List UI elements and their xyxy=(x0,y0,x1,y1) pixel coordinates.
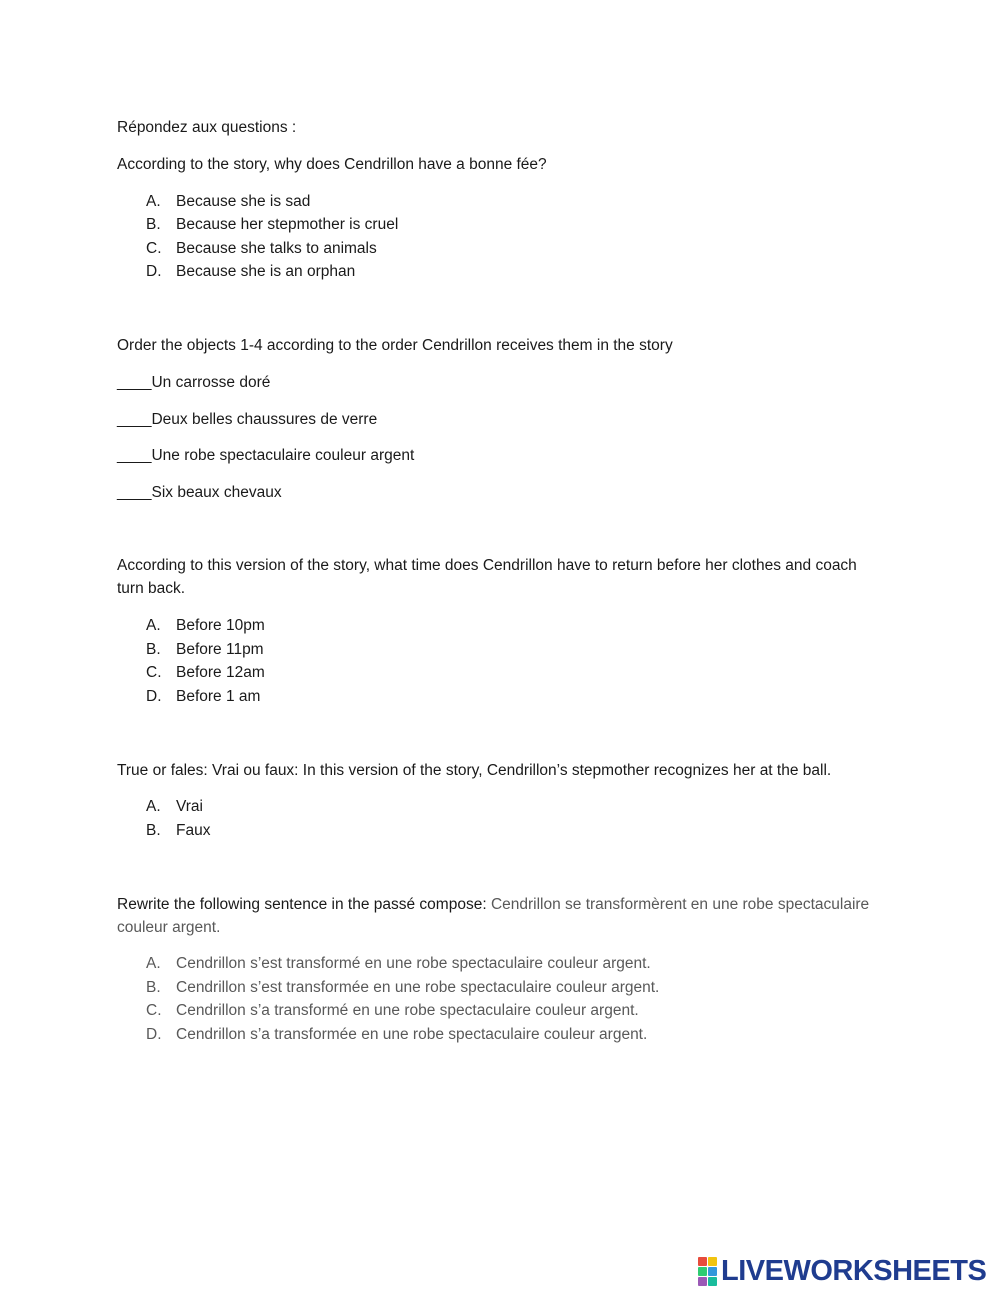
q2-item-4[interactable]: ____Six beaux chevaux xyxy=(117,484,282,501)
q5-option-b[interactable] xyxy=(146,978,659,998)
q5-option-d[interactable] xyxy=(146,1025,647,1045)
q3-option-c[interactable] xyxy=(146,663,265,683)
option-letter: C. xyxy=(146,240,162,257)
logo-block xyxy=(708,1257,717,1266)
option-letter: A. xyxy=(146,955,161,972)
option-letter: A. xyxy=(146,617,161,634)
instructions-heading: Répondez aux questions : xyxy=(117,119,297,136)
option-letter: D. xyxy=(146,688,162,705)
q1-option-c[interactable] xyxy=(146,239,377,259)
option-text: Cendrillon s’est transformée en une robe spectaculaire couleur argent. xyxy=(176,979,660,996)
q2-item-1[interactable]: ____Un carrosse doré xyxy=(117,374,271,391)
option-text: Before 1 am xyxy=(176,688,261,705)
q1-option-b[interactable] xyxy=(146,215,398,235)
question-5-sentence: Cendrillon se transformèrent en une robe spectaculaire couleur argent. xyxy=(117,896,870,936)
option-letter: D. xyxy=(146,263,162,280)
option-text: Because her stepmother is cruel xyxy=(176,216,399,233)
logo-mark-icon xyxy=(698,1257,717,1286)
option-text: Before 11pm xyxy=(176,641,264,658)
logo-block xyxy=(698,1267,707,1276)
q1-option-d[interactable] xyxy=(146,262,355,282)
option-letter: A. xyxy=(146,798,161,815)
option-text: Faux xyxy=(176,822,211,839)
option-letter: A. xyxy=(146,193,161,210)
option-text: Because she is an orphan xyxy=(176,263,356,280)
q3-option-a[interactable] xyxy=(146,616,265,636)
option-letter: D. xyxy=(146,1026,162,1043)
logo-block xyxy=(708,1267,717,1276)
option-text: Before 10pm xyxy=(176,617,265,634)
option-text: Because she is sad xyxy=(176,193,311,210)
option-letter: B. xyxy=(146,979,161,996)
q3-option-d[interactable] xyxy=(146,687,260,707)
q4-option-a[interactable] xyxy=(146,797,203,817)
option-letter: B. xyxy=(146,822,161,839)
option-letter: C. xyxy=(146,1002,162,1019)
logo-block xyxy=(708,1277,717,1286)
question-2: Order the objects 1-4 according to the order Cendrillon receives them in the story xyxy=(117,337,673,354)
question-4: True or fales: Vrai ou faux: In this version of the story, Cendrillon’s stepmother recognizes her at the ball. xyxy=(117,762,832,779)
option-text: Cendrillon s’a transformée en une robe spectaculaire couleur argent. xyxy=(176,1026,648,1043)
q4-option-b[interactable] xyxy=(146,821,210,841)
option-text: Cendrillon s’a transformé en une robe spectaculaire couleur argent. xyxy=(176,1002,639,1019)
q5-option-c[interactable] xyxy=(146,1001,639,1021)
question-5 xyxy=(117,893,887,939)
q3-option-b[interactable] xyxy=(146,640,264,660)
option-letter: B. xyxy=(146,641,161,658)
q2-item-2[interactable]: ____Deux belles chaussures de verre xyxy=(117,411,378,428)
option-text: Because she talks to animals xyxy=(176,240,377,257)
q1-option-a[interactable] xyxy=(146,192,310,212)
question-5-prefix: Rewrite the following sentence in the passé compose: xyxy=(117,896,491,913)
question-1: According to the story, why does Cendrillon have a bonne fée? xyxy=(117,156,547,173)
option-text: Vrai xyxy=(176,798,203,815)
logo-block xyxy=(698,1277,707,1286)
logo-block xyxy=(698,1257,707,1266)
liveworksheets-logo xyxy=(698,1256,986,1286)
option-text: Cendrillon s’est transformé en une robe spectaculaire couleur argent. xyxy=(176,955,651,972)
question-3: According to this version of the story, what time does Cendrillon have to return before her clothes and coach turn back. xyxy=(117,557,857,597)
logo-text: LIVEWORKSHEETS xyxy=(721,1255,987,1287)
option-letter: B. xyxy=(146,216,161,233)
option-letter: C. xyxy=(146,664,162,681)
option-text: Before 12am xyxy=(176,664,265,681)
q2-item-3[interactable]: ____Une robe spectaculaire couleur argent xyxy=(117,447,415,464)
q5-option-a[interactable] xyxy=(146,954,651,974)
